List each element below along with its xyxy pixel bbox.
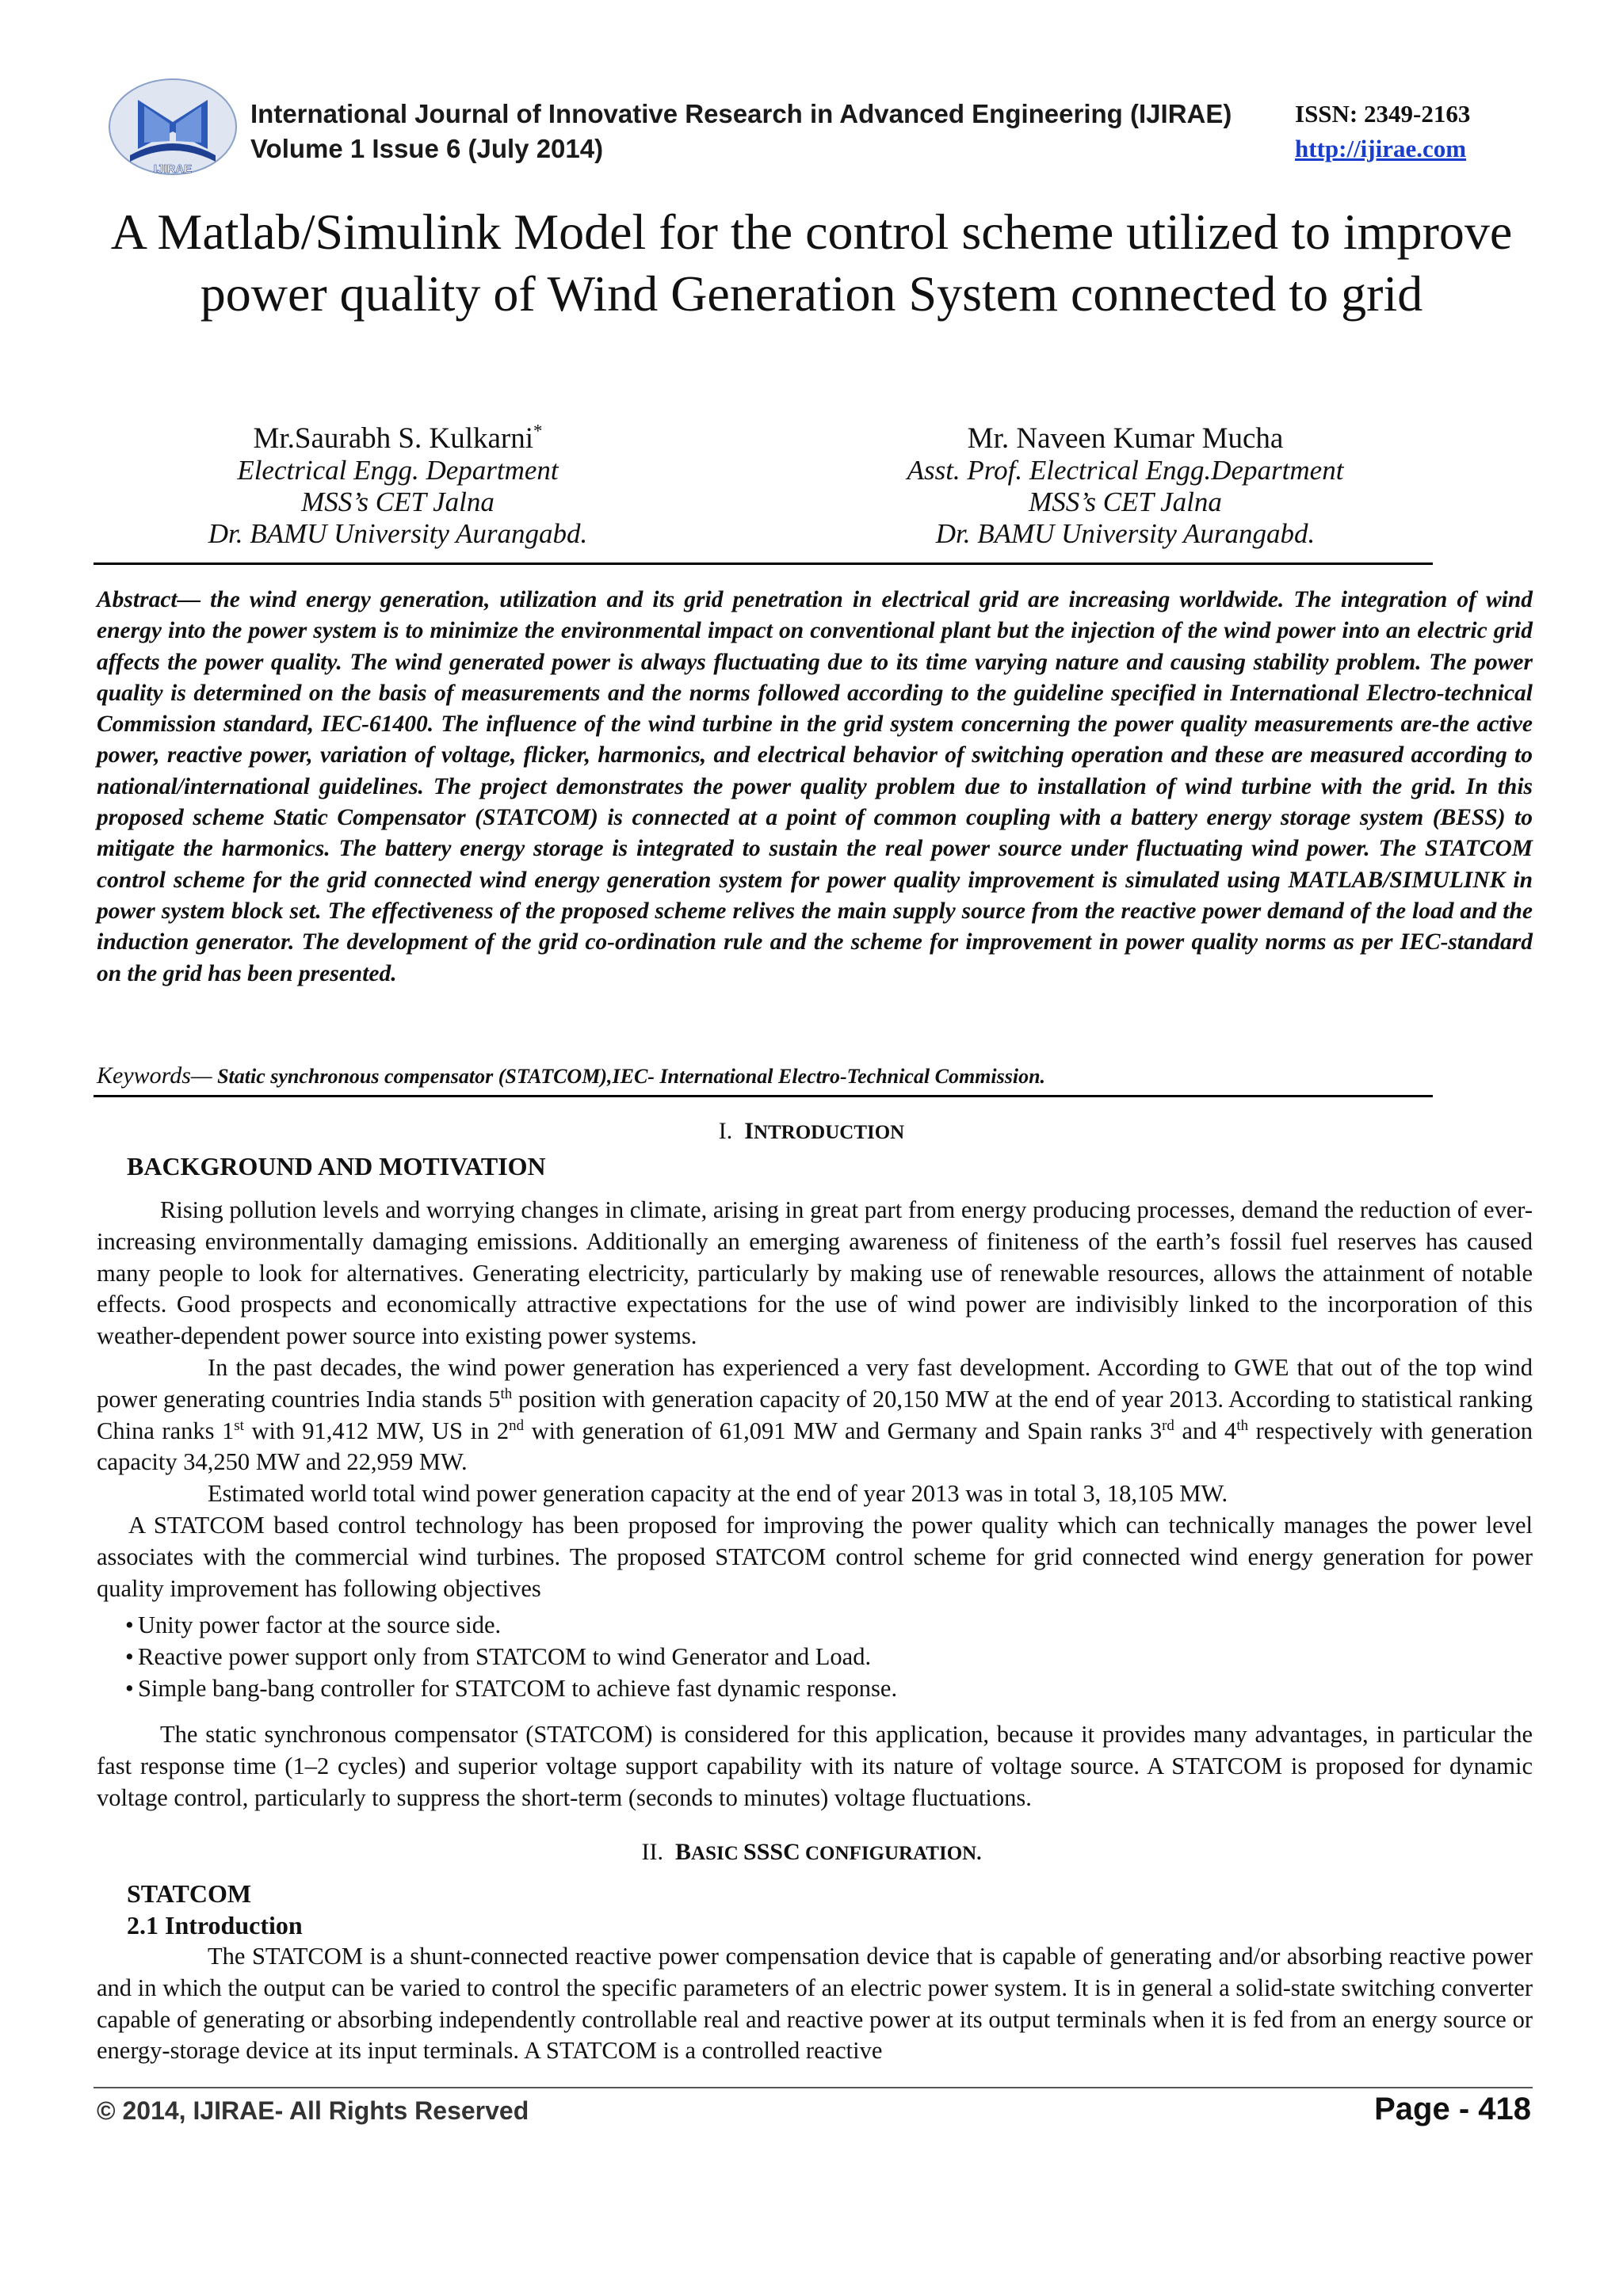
abstract-text: the wind energy generation, utilization and its grid penetration in electrical grid are increasing worldwide. The integration of wind energy into the power system is to minimize the environmental impact on conventional plant but the injection of the wind power into an electric grid affects the power quality. The wind generated power is always fluctuating due to its time varying nature and causing stability problem. The power quality is determined on the basis of measurements and the norms followed according to the guideline specified in International Electro-technical Commission standard, IEC-61400. The influence of the wind turbine in the grid system concerning the power quality measurements are-the active power, reactive power, variation of voltage, flicker, harmonics, and electrical behavior of switching operation and these are measured according to national/international guidelines. The project demonstrates the power quality problem due to installation of wind turbine with the grid. In this proposed scheme Static Compensator (STATCOM) is connected at a point of common coupling with a battery energy storage system (BESS) to mitigate the harmonics. The battery energy storage is integrated to sustain the real power source under fluctuating wind power. The STATCOM control scheme for the grid connected wind energy generation system for power quality improvement is simulated using MATLAB/SIMULINK in power system block set. The effectiveness of the proposed scheme relives the main supply source from the reactive power demand of the load and the induction generator. The development of the grid co-ordination rule and the scheme for improvement in power quality norms as per IEC-standard on the grid has been presented.: [97, 587, 1533, 986]
author-1-dept: Electrical Engg. Department: [237, 455, 559, 486]
paragraph: The static synchronous compensator (STATCOM) is considered for this application, because it provides many advantages, in particular the fast response time (1–2 cycles) and superior voltage support capability with its nature of voltage source. A STATCOM is proposed for dynamic voltage control, particularly to suppress the short-term (seconds to minutes) voltage fluctuations.: [97, 1721, 1533, 1811]
author-2-name: Mr. Naveen Kumar Mucha: [967, 422, 1284, 455]
paragraph: The STATCOM is a shunt-connected reactive power compensation device that is capable of generating and/or absorbing reactive power and in which the output can be varied to control the specific parameters of an electric power system. It is in general a solid-state switching converter capable of generating or absorbing independently controllable real and reactive power at its output terminals when it is fed from an energy source or energy-storage device at its input terminals. A STATCOM is a controlled reactive: [97, 1943, 1533, 2065]
issn-block: [1295, 97, 1470, 166]
journal-logo: [106, 76, 239, 177]
subheading-statcom: STATCOM: [127, 1879, 252, 1908]
list-item: • Simple bang-bang controller for STATCOM to achieve fast dynamic response.: [97, 1673, 1533, 1705]
author-1-college: MSS’s CET Jalna: [301, 486, 495, 517]
paragraph-capacity: In the past decades, the wind power generation has experienced a very fast development. According to GWE that out of the top wind power generating countries India stands 5th position with generation capacity of 20,150 MW at the end of year 2013. According to statistical ranking China ranks 1st with 91,412 MW, US in 2nd with generation of 61,091 MW and Germany and Spain ranks 3rd and 4th respectively with generation capacity 34,250 MW and 22,959 MW.: [97, 1353, 1533, 1476]
abstract: [97, 585, 1533, 990]
list-item: • Reactive power support only from STATCOM to wind Generator and Load.: [97, 1642, 1533, 1673]
paragraph: Rising pollution levels and worrying changes in climate, arising in great part from energy producing processes, demand the reduction of ever-increasing environmentally damaging emissions. Additionally an emerging awareness of finiteness of the earth’s fossil fuel reserves has caused many people to look for alternatives. Generating electricity, particularly by making use of renewable resources, allows the attainment of notable effects. Good prospects and economically attractive expectations for the use of wind power are indivisibly linked to the incorporation of this weather-dependent power source into existing power systems.: [97, 1196, 1533, 1350]
page-number: Page - 418: [1374, 2092, 1531, 2126]
abstract-label: Abstract—: [97, 587, 201, 612]
objectives-list: [97, 1610, 1533, 1704]
section-2-body: [97, 1941, 1533, 2067]
volume-issue: Volume 1 Issue 6 (July 2014): [250, 134, 604, 163]
section-1-body: [97, 1195, 1533, 1604]
subheading-background: BACKGROUND AND MOTIVATION: [127, 1152, 546, 1180]
paper-title: A Matlab/Simulink Model for the control scheme utilized to improve power quality of Wind Generation System connected to grid: [110, 204, 1513, 322]
paragraph: Estimated world total wind power generation capacity at the end of year 2013 was in total 3, 18,105 MW.: [208, 1480, 1228, 1508]
author-2-dept: Asst. Prof. Electrical Engg.Department: [907, 455, 1344, 486]
journal-name: International Journal of Innovative Research in Advanced Engineering (IJIRAE): [250, 99, 1232, 128]
divider-abstract: [94, 1095, 1433, 1097]
author-1-mark: *: [533, 421, 543, 441]
subheading-introduction: 2.1 Introduction: [127, 1911, 303, 1939]
logo-lettering: IJIRAE: [153, 162, 193, 176]
list-item: • Unity power factor at the source side.: [97, 1610, 1533, 1642]
journal-url-link[interactable]: http://ijirae.com: [1295, 135, 1467, 162]
section-1-heading: I. INTRODUCTION: [718, 1118, 905, 1144]
section-2-heading: II. BASIC SSSC CONFIGURATION.: [641, 1839, 982, 1865]
issn: ISSN: 2349-2163: [1295, 100, 1471, 128]
journal-header: [250, 97, 1232, 166]
author-2: [840, 423, 1411, 550]
author-1: [113, 423, 683, 550]
keywords: [97, 1060, 1533, 1093]
author-1-name: Mr.Saurabh S. Kulkarni: [253, 422, 534, 455]
footer-divider: [94, 2087, 1533, 2088]
divider-top: [94, 563, 1433, 565]
keywords-label: Keywords—: [97, 1062, 212, 1089]
author-2-college: MSS’s CET Jalna: [1029, 486, 1222, 517]
keywords-text: Static synchronous compensator (STATCOM),IEC- International Electro-Technical Commission.: [212, 1065, 1046, 1088]
author-2-univ: Dr. BAMU University Aurangabd.: [935, 518, 1316, 549]
author-1-univ: Dr. BAMU University Aurangabd.: [208, 518, 588, 549]
footer-copyright: © 2014, IJIRAE- All Rights Reserved: [97, 2096, 529, 2125]
section-1-closing: [97, 1719, 1533, 1814]
paragraph: A STATCOM based control technology has been proposed for improving the power quality which can technically manages the power level associates with the commercial wind turbines. The proposed STATCOM control scheme for grid connected wind energy generation for power quality improvement has following objectives: [97, 1511, 1533, 1602]
